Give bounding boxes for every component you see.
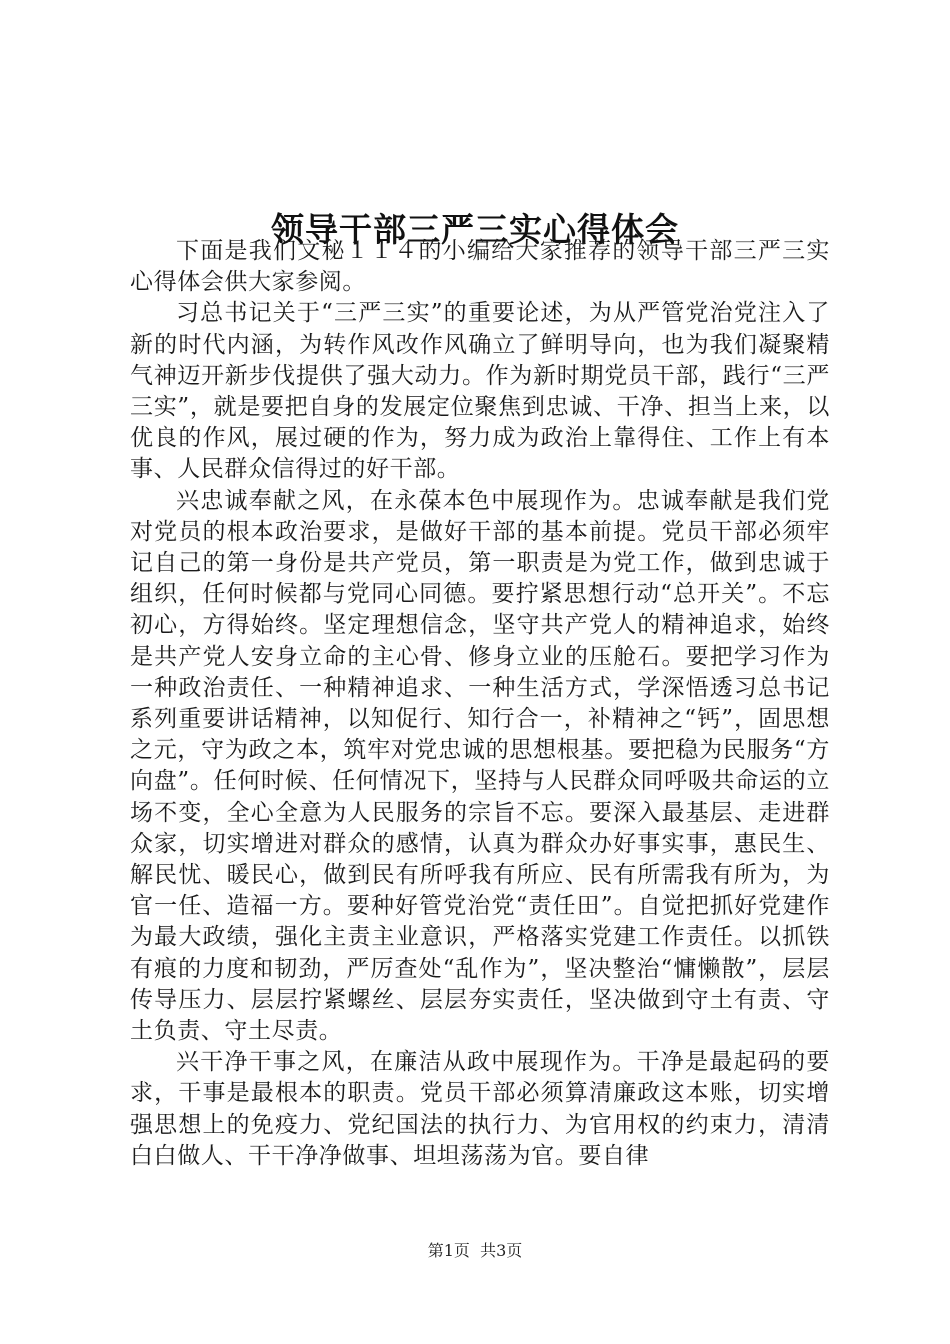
page-number: 第1页 — [427, 1241, 470, 1260]
paragraph-intro: 下面是我们文秘１１４的小编给大家推荐的领导干部三严三实心得体会供大家参阅。 — [130, 238, 830, 296]
page-total: 共3页 — [480, 1241, 523, 1260]
paragraph-overview: 习总书记关于“三严三实”的重要论述，为从严管党治党注入了新的时代内涵，为转作风改作风确立了鲜明导向，也为我们凝聚精气神迈开新步伐提供了强大动力。作为新时期党员干部，践行“三严三实”，就是要把自身的发展定位聚焦到忠诚、干净、担当上来，以优良的作风，展过硬的作为，努力成为政治上靠得住、工作上有本事、人民群众信得过的好干部。 — [130, 300, 830, 483]
paragraph-loyalty: 兴忠诚奉献之风，在永葆本色中展现作为。忠诚奉献是我们党对党员的根本政治要求，是做好干部的基本前提。党员干部必须牢记自己的第一身份是共产党员，第一职责是为党工作，做到忠诚于组织，任何时候都与党同心同德。要拧紧思想行动“总开关”。不忘初心，方得始终。坚定理想信念，坚守共产党人的精神追求，始终是共产党人安身立命的主心骨、修身立业的压舱石。要把学习作为一种政治责任、一种精神追求、一种生活方式，学深悟透习总书记系列重要讲话精神，以知促行、知行合一，补精神之“钙”，固思想之元，守为政之本，筑牢对党忠诚的思想根基。要把稳为民服务“方向盘”。任何时候、任何情况下，坚持与人民群众同呼吸共命运的立场不变，全心全意为人民服务的宗旨不忘。要深入最基层、走进群众家，切实增进对群众的感情，认真为群众办好事实事，惠民生、解民忧、暖民心，做到民有所呼我有所应、民有所需我有所为，为官一任、造福一方。要种好管党治党“责任田”。自觉把抓好党建作为最大政绩，强化主责主业意识，严格落实党建工作责任。以抓铁有痕的力度和韧劲，严厉查处“乱作为”，坚决整治“慵懒散”，层层传导压力、层层拧紧螺丝、层层夯实责任，坚决做到守土有责、守土负责、守土尽责。 — [130, 487, 830, 1045]
paragraph-integrity: 兴干净干事之风，在廉洁从政中展现作为。干净是最起码的要求，干事是最根本的职责。党员干部必须算清廉政这本账，切实增强思想上的免疫力、党纪国法的执行力、为官用权的约束力，清清白白做人、干干净净做事、坦坦荡荡为官。要自律 — [130, 1049, 830, 1169]
document-title: 领导干部三严三实心得体会 — [271, 210, 679, 250]
document-body — [130, 236, 830, 1172]
page-footer — [0, 1240, 950, 1262]
